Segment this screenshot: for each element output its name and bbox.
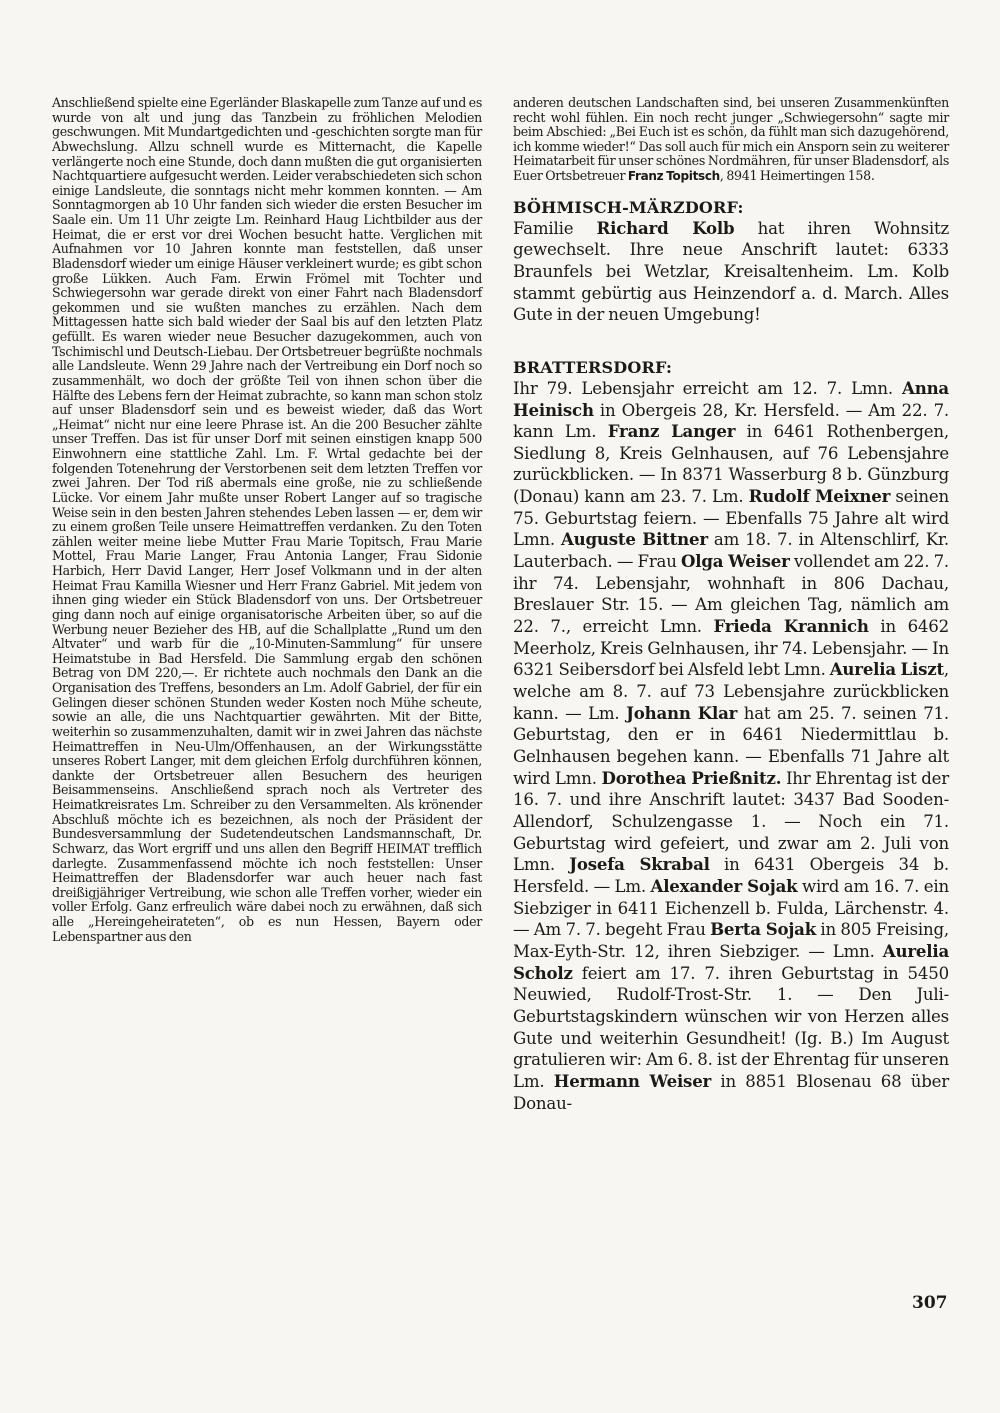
article-continuation — [513, 96, 949, 184]
text-run: vollendet am 22. 7. ihr 74. Lebensjahr, wohnhaft in 806 Dachau, Breslauer Str. 15. — Am gleichen Tag, nämlich am 22. 7., erreicht Lmn. — [513, 552, 949, 637]
text-run: hat ihren Wohnsitz gewechselt. Ihre neue Anschrift lautet: 6333 Braunfels bei Wetzlar, Kreisaltenheim. Lm. Kolb stammt gebürtig aus Heinzendorf a. d. March. Alles Gute in der neuen Umgebung! — [513, 218, 949, 325]
section-body-boehmisch-maerzdorf — [513, 218, 949, 326]
person-name: Johann Klar — [626, 702, 738, 723]
text-run: anderen deutschen Landschaften sind, bei unseren Zusammenkünften recht wohl fühlen. Ein noch recht junger „Schwiegersohn“ sagte mir beim Abschied: „Bei Euch ist es schön, da fühlt man sich dazugehörend, ich komme wieder!“ Das soll auch für mich ein Ansporn sein zu weiterer Heimatarbeit für unser schönes Nordmähren, für unser Bladensdorf, als Euer Ortsbetreuer — [513, 95, 949, 183]
section-heading-boehmisch-maerzdorf: BÖHMISCH-MÄRZDORF: — [513, 197, 744, 217]
person-name: Josefa Skrabal — [569, 854, 710, 875]
person-name: Auguste Bittner — [560, 529, 708, 550]
text-run: in 8851 Blosenau 68 über Donau- — [513, 1071, 949, 1113]
text-run: am 18. 7. in Altenschlirf, Kr. Lauterbach. — Frau — [513, 530, 950, 572]
person-name: Frieda Krannich — [713, 616, 869, 637]
person-name: Rudolf Meixner — [748, 486, 891, 507]
text-run: in 6462 Meerholz, Kreis Gelnhausen, ihr 74. Lebensjahr. — In 6321 Seibersdorf bei Alsfeld lebt Lmn. — [513, 617, 949, 680]
left-column — [52, 96, 482, 944]
page-number: 307 — [912, 1293, 948, 1313]
section-body-brattersdorf — [513, 378, 949, 1114]
text-run: wird am 16. 7. ein Siebziger in 6411 Eichenzell b. Fulda, Lärchenstr. 4. — Am 7. 7. begeht Frau — [513, 876, 949, 940]
text-run: , welche am 8. 7. auf 73 Lebensjahre zurückblicken kann. — Lm. — [513, 660, 949, 723]
person-name: Aurelia Scholz — [513, 940, 949, 983]
text-run: Ihr 79. Lebensjahr erreicht am 12. 7. Lmn. — [513, 378, 903, 398]
person-name: Anna Heinisch — [513, 377, 949, 420]
article-paragraph: Anschließend spielte eine Egerländer Blaskapelle zum Tanze auf und es wurde von alt und jung das Tanzbein zu fröhlichen Melodien geschwungen. Mit Mundartgedichten und -geschichten sorgte man für Abwechslung. Allzu schnell wurde es Mitternacht, die Kapelle verlängerte noch eine Stunde, doch dann mußten die gut organisierten Nachtquartiere aufgesucht werden. Leider verabschiedeten sich schon einige Landsleute, die sonntags nicht mehr kommen konnten. — Am Sonntagmorgen ab 10 Uhr fanden sich wieder die ersten Besucher im Saale ein. Um 11 Uhr zeigte Lm. Reinhard Haug Lichtbilder aus der Heimat, die er erst vor drei Wochen besucht hatte. Verglichen mit Aufnahmen vor 10 Jahren konnte man feststellen, daß unser Bladensdorf wieder um einige Häuser verkleinert wurde; es gibt schon große Lükken. Auch Fam. Erwin Frömel mit Tochter und Schwiegersohn war gerade direkt von einer Fahrt nach Bladensdorf gekommen und sie wußten manches zu erzählen. Nach dem Mittagessen hatte sich bald wieder der Saal bis auf den letzten Platz gefüllt. Es waren wieder neue Besucher dazugekommen, auch von Tschimischl und Deutsch-Liebau. Der Ortsbetreuer begrüßte nochmals alle Landsleute. Wenn 29 Jahre nach der Vertreibung ein Dorf noch so zusammenhält, wo doch der größte Teil von ihnen schon über die Hälfte des Lebens fern der Heimat zubrachte, so kann man schon stolz auf unser Bladensdorf sein und es beweist wieder, daß das Wort „Heimat“ nicht nur eine leere Phrase ist. An die 200 Besucher zählte unser Treffen. Das ist für unser Dorf mit seinen einstigen knapp 500 Einwohnern eine stattliche Zahl. Lm. F. Wrtal gedachte bei der folgenden Totenehrung der Verstorbenen seit dem letzten Treffen vor zwei Jahren. Der Tod riß abermals eine große, nie zu schließende Lücke. Vor einem Jahr mußte unser Robert Langer auf so tragische Weise sein in den besten Jahren stehendes Leben lassen — er, dem wir zu einem großen Teile unsere Heimattreffen verdanken. Zu den Toten zählen weiter meine liebe Mutter Frau Marie Topitsch, Frau Marie Mottel, Frau Marie Langer, Frau Antonia Langer, Frau Sidonie Harbich, Herr David Langer, Herr Josef Volkmann und in der alten Heimat Frau Kamilla Wiesner und Herr Franz Gabriel. Mit jedem von ihnen ging wieder ein Stück Bladensdorf von uns. Der Ortsbetreuer ging dann noch auf einige organisatorische Arbeiten über, so auf die Werbung neuer Bezieher des HB, auf die Schallplatte „Rund um den Altvater“ und warb für die „10-Minuten-Sammlung“ für unsere Heimatstube in Bad Hersfeld. Die Sammlung ergab den schönen Betrag von DM 220,—. Er richtete auch nochmals den Dank an die Organisation des Treffens, besonders an Lm. Adolf Gabriel, der für ein Gelingen dieser schönen Stunden weder Kosten noch Mühe scheute, sowie an alle, die uns Nachtquartier gewährten. Mit der Bitte, weiterhin so zusammenzuhalten, damit wir in zwei Jahren das nächste Heimattreffen in Neu-Ulm/Offenhausen, an der Wirkungsstätte unseres Robert Langer, mit dem gleichen Erfolg durchführen können, dankte der Ortsbetreuer allen Besuchern des heurigen Beisammenseins. Anschließend sprach noch als Vertreter des Heimatkreisrates Lm. Schreiber zu den Versammelten. Als krönender Abschluß möchte ich es bezeichnen, als noch der Präsident der Bundesversammlung der Sudetendeutschen Landsmannschaft, Dr. Schwarz, das Wort ergriff und uns allen den Begriff HEIMAT trefflich darlegte. Zusammenfassend möchte ich noch feststellen: Unser Heimattreffen der Bladensdorfer war auch heuer nach fast dreißigjähriger Vertreibung, wie schon alle Treffen vorher, wieder ein voller Erfolg. Ganz erfreulich wäre dabei noch zu erwähnen, daß sich alle „Hereingeheirateten“, ob es nun Hessen, Bayern oder Lebenspartner aus den — [52, 95, 482, 944]
person-name: Berta Sojak — [710, 919, 817, 940]
person-name: Hermann Weiser — [553, 1070, 712, 1091]
section-heading-brattersdorf: BRATTERSDORF: — [513, 357, 673, 377]
text-run: , 8941 Heimertingen 158. — [719, 167, 875, 183]
author-name: Franz Topitsch — [627, 168, 720, 183]
text-run: Ihr Ehrentag ist der 16. 7. und ihre Anschrift lautet: 3437 Bad Sooden-Allendorf, Schulzengasse 1. — Noch ein 71. Geburtstag wird gefeiert, und zwar am 2. Juli von Lmn. — [513, 768, 949, 875]
text-run: in Obergeis 28, Kr. Hersfeld. — Am 22. 7. kann Lm. — [513, 400, 949, 442]
text-run: hat am 25. 7. seinen 71. Geburtstag, den er in 6461 Niedermittlau b. Gelnhausen begehen kann. — Ebenfalls 71 Jahre alt wird Lmn. — [513, 703, 949, 788]
text-run: in 6431 Obergeis 34 b. Hersfeld. — Lm. — [513, 855, 949, 896]
text-run: feiert am 17. 7. ihren Geburtstag in 5450 Neuwied, Rudolf-Trost-Str. 1. — Den Juli-Geburtstagskindern wünschen wir von Herzen alles Gute und weiterhin Gesundheit! (Ig. B.) Im August gratulieren wir: Am 6. 8. ist der Ehrentag für unseren Lm. — [513, 963, 949, 1091]
text-run: in 805 Freising, Max-Eyth-Str. 12, ihren Siebziger. — Lmn. — [513, 920, 950, 961]
text-run: seinen 75. Geburtstag feiern. — Ebenfalls 75 Jahre alt wird Lmn. — [513, 487, 949, 550]
person-name: Richard Kolb — [596, 217, 735, 238]
person-name: Aurelia Liszt — [829, 659, 944, 680]
person-name: Olga Weiser — [681, 551, 790, 572]
person-name: Franz Langer — [607, 421, 736, 442]
person-name: Dorothea Prießnitz. — [601, 767, 782, 788]
person-name: Alexander Sojak — [650, 875, 798, 896]
right-column — [513, 96, 949, 1114]
text-run: in 6461 Rothenbergen, Siedlung 8, Kreis Gelnhausen, auf 76 Lebensjahre zurückblicken. — In 8371 Wasserburg 8 b. Günzburg (Donau) kann am 23. 7. Lm. — [513, 422, 949, 507]
text-run: Familie — [513, 218, 597, 238]
